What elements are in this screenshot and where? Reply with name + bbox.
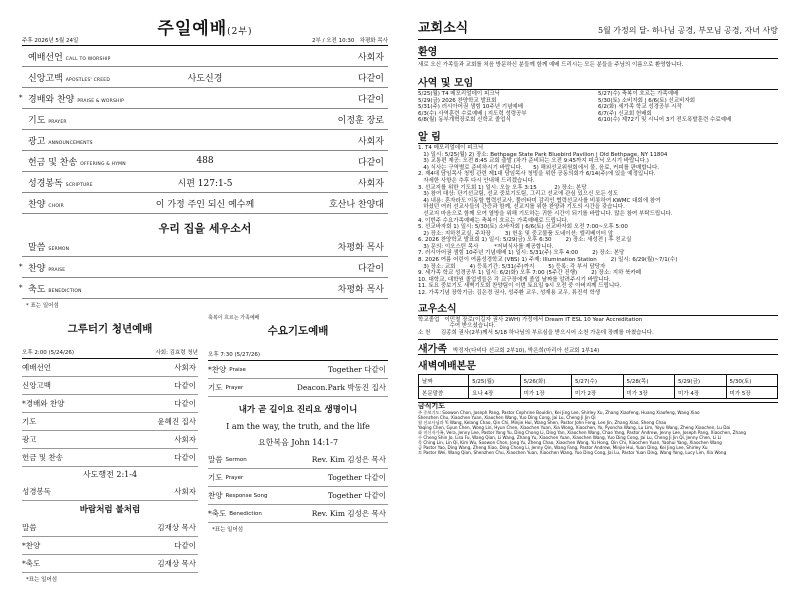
youth-meta: 오후 2:00 (5/24/26) 사회: 김효령 청년 <box>22 348 198 359</box>
fasting-prayer-line: 토 Pastor Wei, Wang Qian, Shenzhen Chu, Xiaochen Yuan, Xiaochen Wang, Yuo Ding Cong, Jai Lu, Pastor Yuan Ding, Wang Yong, Lucy Lim, Xia Wong <box>418 450 727 456</box>
news-header <box>418 14 778 40</box>
events-title: 사역 및 모임 <box>418 78 474 89</box>
sermon-title: 우리 집을 세우소서 <box>158 222 252 235</box>
sub-order-leader: 다같이 <box>174 381 196 390</box>
dawn-header-cell: 날짜 <box>419 375 469 387</box>
dawn-worship-table <box>418 374 778 399</box>
sub-order-leader: 다같이 <box>174 453 196 462</box>
members-news-title: 교우소식 <box>418 303 457 315</box>
announcement-line: 10. 대학교, 대학원 졸업생들은 각 교구장에게 졸업 날짜를 알려주시기 바랍니다. <box>418 276 611 283</box>
sub-order-english: Benediction <box>229 510 262 517</box>
order-item-leader: 다같이 <box>357 94 384 105</box>
dawn-text-cell: 미가 3장 <box>623 387 674 399</box>
fasting-prayer-line: 수 Cheng Shin Jo, Lisa Fu, Wang Qian, Li Wang, Zhang Yu, Xiaochen Yuan, Xiaochen Wang, Yuo Ding Cong, Jai Lu, Cheng Ji Jin Qi, Jenny Chen, Li Li <box>418 434 722 440</box>
sub-order-name: 광고 <box>22 435 37 444</box>
wednesday-verse-en: I am the way, the truth, and the life <box>226 422 370 431</box>
dawn-header-cell: 5/29(금) <box>675 375 726 387</box>
dawn-header-cell: 5/30(토) <box>726 375 778 387</box>
event-item: 6/7(주) 신교회 헌배회 <box>598 110 652 117</box>
event-item: 6/8(월) 동부개혁장로회 신학교 졸업식 <box>418 117 511 124</box>
order-item-label: 말씀 <box>28 242 46 253</box>
sub-order-row <box>22 413 198 431</box>
sub-order-name: 성경봉독 <box>22 487 51 496</box>
announcement-line: 자세한 사항은 추후 다시 안내해 드리겠습니다. <box>418 177 535 184</box>
announcement-line: 1) 일시: 5/25(월) 2) 장소: Bethpage State Park Bluebird Pavilion | Old Bethpage, NY 11804 <box>418 151 668 158</box>
sub-order-row <box>22 359 198 377</box>
sub-order-row <box>22 537 198 555</box>
sub-order-name: 기도 <box>22 417 37 426</box>
wednesday-note: *표는 일어섬 <box>212 527 244 533</box>
standing-marker: * <box>19 284 23 292</box>
member-news-line: 학교졸업 이민철 장로(이길자 권사 2WH) 가정에서 Dream IT ESL 10 Year Accreditation <box>418 316 643 323</box>
announcement-line: 2) 장소: 지하친교실, 주차장 3) 헌옷 및 중고물품 도네이션: 엘리베이터 앞 <box>418 230 614 237</box>
dawn-header-cell: 5/27(수) <box>572 375 623 387</box>
sub-order-row <box>208 469 388 487</box>
order-item-leader: 다같이 <box>357 73 384 84</box>
order-row <box>22 172 388 193</box>
order-item-leader: 사회자 <box>357 178 384 189</box>
order-item-english: ANNOUNCEMENTS <box>48 140 93 146</box>
order-item-leader: 다같이 <box>357 157 384 168</box>
member-news-line: 소 천 김종희 권사(2부)께서 5/18 하나님의 부르심을 받으시어 소천 가운데 장례를 마쳤습니다. <box>418 329 654 336</box>
order-item-english: BENEDICTION <box>48 288 82 294</box>
sub-order-name: 기도 <box>208 473 223 482</box>
order-item-label: 성경봉독 <box>28 178 63 189</box>
fasting-prayer-line: 화 미신자가족, Vera, Jenny Lee, Pastor Yong Yu, Ding Chong Li, Ding Yan, Xiaochen Wang, Chao Yang, Pastor Andrew, Jenny Lee, Joseph Pang, Xiaochen, Zhang <box>418 429 747 435</box>
order-item-name <box>22 113 67 126</box>
sub-order-leader: 사회자 <box>174 487 196 496</box>
youth-scripture-ref: 사도행전 2:1-4 <box>82 470 138 479</box>
order-item-english: APOSTLES' CREED <box>65 77 111 83</box>
order-item-label: 경배와 찬양 <box>28 94 75 105</box>
dawn-text-cell: 미가 2장 <box>572 387 623 399</box>
order-item-label: 찬양 <box>28 199 46 210</box>
news-subtitle: 5월 가정의 달- 하나님 공경, 부모님 공경, 자녀 사랑 <box>597 26 778 35</box>
sub-order-name: 찬양 <box>208 491 223 500</box>
wednesday-title: 수요기도예배 <box>267 325 329 337</box>
dawn-text-cell: 미가 1장 <box>520 387 571 399</box>
youth-worship-section <box>22 314 198 583</box>
order-item-leader: 다같이 <box>357 263 384 274</box>
order-item-english: PRAYER <box>48 119 67 125</box>
wednesday-meta: 오후 7:30 (5/27/26) <box>208 350 388 361</box>
fasting-prayer-line: Shenzhen Chu, Xiaochen Yuan, Xiaochen Wang, Yuo Ding Cong, Jai Lu, Cheng Ji Jin Qi <box>418 414 596 420</box>
announcement-line: 3. 선교지를 위한 기도회 1) 일시: 오늘 오후 3:15 2) 장소: 본당 <box>418 184 587 191</box>
order-item-detail: 시편 127:1-5 <box>177 178 233 189</box>
order-item-name <box>22 134 93 147</box>
sub-order-row <box>208 379 388 397</box>
announcement-line: 하셨던 여러 선교사들의 간증과 함께, 선교지를 위한 찬양과 기도의 시간을 갖습니다. <box>418 204 625 211</box>
order-item-label: 헌금 및 찬송 <box>28 157 78 168</box>
sub-order-english: Prayer <box>225 384 244 391</box>
sub-order-row <box>208 361 388 379</box>
order-item-leader: 사회자 <box>357 52 384 63</box>
sub-order-name: 신앙고백 <box>22 381 51 390</box>
standing-marker: * <box>19 94 23 102</box>
order-item-english: SCRIPTURE <box>65 182 93 188</box>
order-of-worship <box>19 46 388 214</box>
sub-order-name: 말씀 <box>208 455 223 464</box>
wednesday-pre: 축복이 흐르는 가족예배 <box>208 315 260 321</box>
sub-order-leader: Rev. Kim 김성은 목사 <box>311 509 386 518</box>
announcement-line: 8. 2026 여름 어린이 여름성경학교 (VBS) 1) 주제: Illumination Station 2) 일시: 6/29(월)~7/1(수) <box>418 257 678 264</box>
order-item-label: 축도 <box>28 284 46 295</box>
order-item-name <box>22 240 69 253</box>
announcement-line: 3) 문의: 이오스틴 목사 *저녁식사를 제공합니다. <box>418 243 554 250</box>
sub-order-leader: Rev. Kim 김성은 목사 <box>311 455 386 464</box>
sub-order-name: 말씀 <box>22 523 37 532</box>
order-item-detail: 이 가정 주인 되신 예수께 <box>155 199 255 210</box>
fasting-prayer-line: 금 Pastor Yao, Ding Wang, Zheng Xiao, Ding Chong Li, Jenny Qin, Wang Fang, Pastor Andrew, Minjie Hui, Yuan Ding, Kei Jing Lee, Shirley Xu <box>418 445 708 451</box>
fasting-prayer-line: 월 선교사님과 Yi Wang, Kelang Chao, Qin Chi, Minjie Hui, Wang Shen, Pastor John Feng, Lee Jin, Zhang Xiao, Sheng Chao <box>418 419 667 425</box>
dawn-text-cell: 요나 4장 <box>469 387 520 399</box>
sub-order-leader: Together 다같이 <box>327 473 386 482</box>
new-family-title: 새가족 <box>418 344 447 356</box>
news-title: 교회소식 <box>418 21 469 36</box>
sub-order-row <box>208 487 388 505</box>
order-item-english: OFFERING & HYMN <box>80 161 126 167</box>
fasting-prayer-line: 목 Ching Lin, Lin Qi, Kim Wu, Soowon Chon, Jong Yu, Zheng Chao, Xiaochen Wang, Yu Hong, Qin Chi, Xiaochen Yuan, Yaohui Yang, Xiaochen Wang <box>418 440 722 446</box>
standing-note: * 표는 일어섬 <box>26 303 59 309</box>
announcement-line: 1. T4 메모리얼데이 피크닉 <box>418 144 484 151</box>
sub-order-leader: 사회자 <box>174 363 196 372</box>
sub-order-leader: Together 다같이 <box>327 365 386 374</box>
order-item-leader: 호산나 찬양대 <box>328 199 384 210</box>
sub-order-row <box>22 483 198 501</box>
order-item-english: CALL TO WORSHIP <box>65 56 111 62</box>
welcome-text: 새로 오신 가족들과 교회를 처음 방문하신 분들께 함께 예배 드리시는 모든 분들을 주님의 이름으로 환영합니다. <box>418 58 778 68</box>
wednesday-verse-ref: 요한복음 John 14:1-7 <box>257 438 339 447</box>
order-item-label: 신앙고백 <box>28 73 63 84</box>
order-item-leader: 차평화 목사 <box>337 242 384 253</box>
announcement-line: 7. 러시아어권 샘힘 10주년 기념예배 1) 일시: 5/31(주) 오후 4:00 2) 장소: 본당 <box>418 250 625 257</box>
sub-order-row <box>22 555 198 573</box>
worship-time: 2부 / 오전 10:30 차평화 목사 <box>312 38 388 44</box>
event-item: 5/30(토) 소비자회 | 6/6(토) 신교비자회 <box>598 97 696 104</box>
sub-order-name: *찬양 <box>208 365 227 374</box>
wednesday-worship-section <box>208 314 388 533</box>
order-item-leader: 이정훈 장로 <box>337 115 384 126</box>
order-item-label: 찬양 <box>28 263 46 274</box>
announcement-line: 9. 세가족 학교 성경공부 1) 일시: 6/2(화) 오후 7:00 (5주간 진행) 2) 장소: 지하 북카페 <box>418 270 642 277</box>
sub-order-name: 헌금 및 찬송 <box>22 453 63 462</box>
youth-note: *표는 일어섬 <box>26 577 58 583</box>
fasting-prayer-title: 금식기도 <box>418 402 446 411</box>
announcement-line: 3) 교통편 제공: 오전 8:45 교회 출발 (차가 준비되는 오전 9:45까지 피크닉 오시기 바랍니다.) <box>418 158 649 165</box>
order-item-name <box>22 92 124 105</box>
fasting-prayer-line: Yaqing Chen, Gyun Chen, Wong Lin, Hyun Chen, Xiaochen Yuan, Xia Wong, Xiaochen, Yo, Pyoncha Wang, Lu Lim, Yoyu Wang, Zheng Xiaochen, Lu Dai <box>418 424 731 430</box>
announcement-line: 4) 내용: 혼자라도 이동할 협력선교사, 풀러타미 감리인 협력선교사를 비롯하여 KWMC 대회에 참여 <box>418 197 661 204</box>
sub-order-row <box>208 451 388 469</box>
event-item: 5/31(주) 러시아어권 샘힘 10주년 기념예배 <box>418 104 524 111</box>
announcements-title: 알 림 <box>418 131 441 143</box>
worship-date: 주후 2026년 5월 24일 <box>22 38 79 44</box>
event-item: 5/25(월) T4 메모리얼데이 피크닉 <box>418 91 500 97</box>
order-row <box>22 130 388 151</box>
event-item: 5/27(수) 축복이 흐르는 가족예배 <box>598 91 679 97</box>
order-row <box>19 88 388 109</box>
announcement-line: 4) 식사는 구역별로 준비하시기 바랍니다. 5) 해외선교위원회에서 물, 음료, 커피를 판매합니다. <box>418 164 660 171</box>
order-item-label: 광고 <box>28 136 46 147</box>
order-item-english: CHOIR <box>48 203 64 209</box>
order-item-name <box>22 50 111 63</box>
event-item: 6/2(화) 세가족 학교 성경공부 시작 <box>598 104 682 111</box>
sub-order-leader: Deacon.Park 박동진 집사 <box>296 383 386 392</box>
order-row <box>19 257 388 278</box>
dawn-header-cell: 5/25(월) <box>469 375 520 387</box>
order-row <box>22 151 388 172</box>
standing-marker: * <box>19 263 23 271</box>
sub-order-leader: 김재상 목사 <box>157 559 196 568</box>
events-list <box>418 89 778 124</box>
order-item-label: 예배선언 <box>28 52 63 63</box>
sub-order-row <box>22 519 198 537</box>
sub-order-leader: 사회자 <box>174 435 196 444</box>
announcement-line: 6. 2026 찬양학교 발표회 1) 일시: 5/29(금) 오후 6:30 2) 장소: 새성전 | 후 친교실 <box>418 237 632 244</box>
sub-order-english: Sermon <box>225 456 247 463</box>
church-news-section <box>418 14 778 604</box>
wednesday-verse-ko: 내가 곧 길이요 진리요 생명이니 <box>238 405 358 415</box>
dawn-text-cell: 본문말씀 <box>419 387 469 399</box>
sub-order-english: Response Song <box>225 492 268 499</box>
dawn-header-cell: 5/28(목) <box>623 375 674 387</box>
order-item-english: PRAISE <box>48 267 66 273</box>
sub-order-row <box>208 505 388 523</box>
youth-title: 그루터기 청년예배 <box>67 323 153 335</box>
sub-order-name: *축도 <box>208 509 227 518</box>
order-row <box>22 236 388 257</box>
event-item: 5/29(금) 2026 찬양학교 발표회 <box>418 97 497 104</box>
fasting-prayer-list <box>418 404 778 455</box>
order-item-leader: 차평화 목사 <box>337 284 384 295</box>
announcement-line: 3) 참여 대상: 단기선교팀, 선교 중보기도팀, 그리고 선교에 관심 있으신 모든 성도 <box>418 191 619 198</box>
sub-order-name: *경배와 찬양 <box>22 399 65 408</box>
announcement-line: 12. 가족기념 장학기금: 김은경 권사, 성주환 교우, 성재용 교우, 류진석 학생 <box>418 290 601 297</box>
announcement-line: 4. 이번주 수요가족예배는 축복이 흐르는 가족예배로 드립니다. <box>418 217 569 224</box>
members-news-list <box>418 315 778 337</box>
order-row <box>22 67 388 88</box>
sub-order-leader: 다같이 <box>174 399 196 408</box>
event-item: 6/3(수) 사역훈련 수료예배 | 지도력 성령공부 <box>418 110 527 117</box>
order-item-english: SERMON <box>48 246 70 252</box>
dawn-worship-title: 새벽예배본문 <box>418 361 476 373</box>
sub-order-row <box>22 431 198 449</box>
fasting-prayer-line: 주 중보기도: Soowon Chon, Joseph Pang, Pastor Cephrine Bouldin, Kei Jing Lee, Shirley Xu, Zhang Xiaofeng, Huang Xiaofeng, Wang Xiao <box>418 409 700 415</box>
new-family-row <box>418 340 778 354</box>
sub-order-row <box>22 395 198 413</box>
sub-order-row <box>22 449 198 467</box>
sub-order-leader: 윤혜진 집사 <box>157 417 196 426</box>
dawn-header-cell: 5/26(화) <box>520 375 571 387</box>
sub-order-leader: Together 다같이 <box>327 491 386 500</box>
order-item-name <box>22 282 82 295</box>
sub-order-leader: 다같이 <box>174 541 196 550</box>
event-item: 6/10(수) 제72기 및 시니어 3기 전도폭발훈련 수료예배 <box>598 117 732 124</box>
sub-order-name: 기도 <box>208 383 223 392</box>
dawn-text-cell: 미가 5장 <box>726 387 778 399</box>
sub-order-leader: 김재상 목사 <box>157 523 196 532</box>
announcement-line: 3) 장소: 교회 4) 등록기간: 5/31(주)까지 5) 등록: 각 부서 담당자 <box>418 263 606 270</box>
announcement-line: 5. 선교바자회 1) 일시: 5/30(토) 소바자회 | 6/6(토) 신교바자회 오전 7:00~오후 5:00 <box>418 224 628 231</box>
new-family-text: 박정자(다비다 선교회 2부10), 박은희(마리아 선교회 1부14) <box>452 348 600 355</box>
sub-order-name: *찬양 <box>22 541 41 550</box>
order-row <box>19 278 388 299</box>
announcements-list <box>418 143 778 297</box>
sub-order-name: 예배선언 <box>22 363 51 372</box>
announcement-line: 11. 토요 중보기도 새벽기도회 찬양팀이 이번 토요일 9시 오전 중 아버지께 드립니다. <box>418 283 622 290</box>
order-item-label: 기도 <box>28 115 46 126</box>
order-item-leader: 사회자 <box>357 136 384 147</box>
order-item-name <box>22 261 65 274</box>
youth-sermon-title: 바람처럼 불처럼 <box>79 505 141 515</box>
announcement-line: 선교지 마음으로 함께 모여 열방을 위해 기도하는 귀한 시간이 되기를 바랍니다. 많은 참여 부탁드립니다. <box>418 210 673 217</box>
order-item-detail: 488 <box>196 156 214 166</box>
sub-order-english: Prayer <box>225 474 244 481</box>
order-of-worship-2 <box>19 236 388 299</box>
worship-title: 주일예배(2부) <box>157 19 253 39</box>
order-row <box>22 109 388 130</box>
welcome-title: 환영 <box>418 47 438 58</box>
order-row <box>22 46 388 67</box>
member-news-line: 수여 받으셨습니다. <box>418 323 496 330</box>
dawn-text-cell: 미가 4장 <box>675 387 726 399</box>
sub-order-name: *축도 <box>22 559 41 568</box>
sub-order-row <box>22 377 198 395</box>
order-item-detail: 사도신경 <box>187 73 223 84</box>
order-item-english: PRAISE & WORSHIP <box>77 98 125 104</box>
sub-order-english: Praise <box>229 366 246 373</box>
order-row <box>22 193 388 214</box>
announcement-line: 2. 제4대 담임목사 청빙 관련 제1대 담임목사 청빙을 위한 공동의회가 6/14(주)에 있을 예정입니다. <box>418 171 656 178</box>
